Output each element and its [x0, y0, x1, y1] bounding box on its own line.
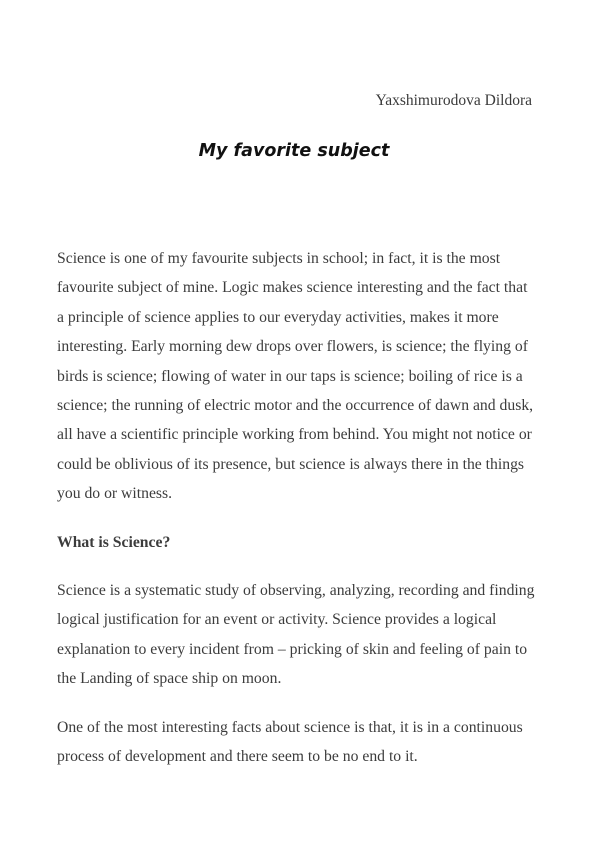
- paragraph-development: One of the most interesting facts about science is that, it is in a continuous process of development and there seem to be no end to it.: [57, 718, 523, 766]
- section-heading: What is Science?: [57, 533, 171, 551]
- document-title: My favorite subject: [198, 141, 390, 161]
- document-body: [57, 244, 537, 791]
- paragraph-definition: Science is a systematic study of observing, analyzing, recording and finding logical justification for an event or activity. Science provides a logical explanation to every incident from – pricking of skin and feeling of pain to the Landing of space ship on moon.: [57, 582, 535, 688]
- paragraph-intro: Science is one of my favourite subjects in school; in fact, it is the most favourite subject of mine. Logic makes science interesting and the fact that a principle of science applies to our everyday activities, makes it more interesting. Early morning dew drops over flowers, is science; the flying of birds is science; flowing of water in our taps is science; boiling of rice is a science; the running of electric motor and the occurrence of dawn and dusk, all have a scientific principle working from behind. You might not notice or could be oblivious of its presence, but science is always there in the things you do or witness.: [57, 250, 534, 503]
- author-name: Yaxshimurodova Dildora: [375, 92, 532, 109]
